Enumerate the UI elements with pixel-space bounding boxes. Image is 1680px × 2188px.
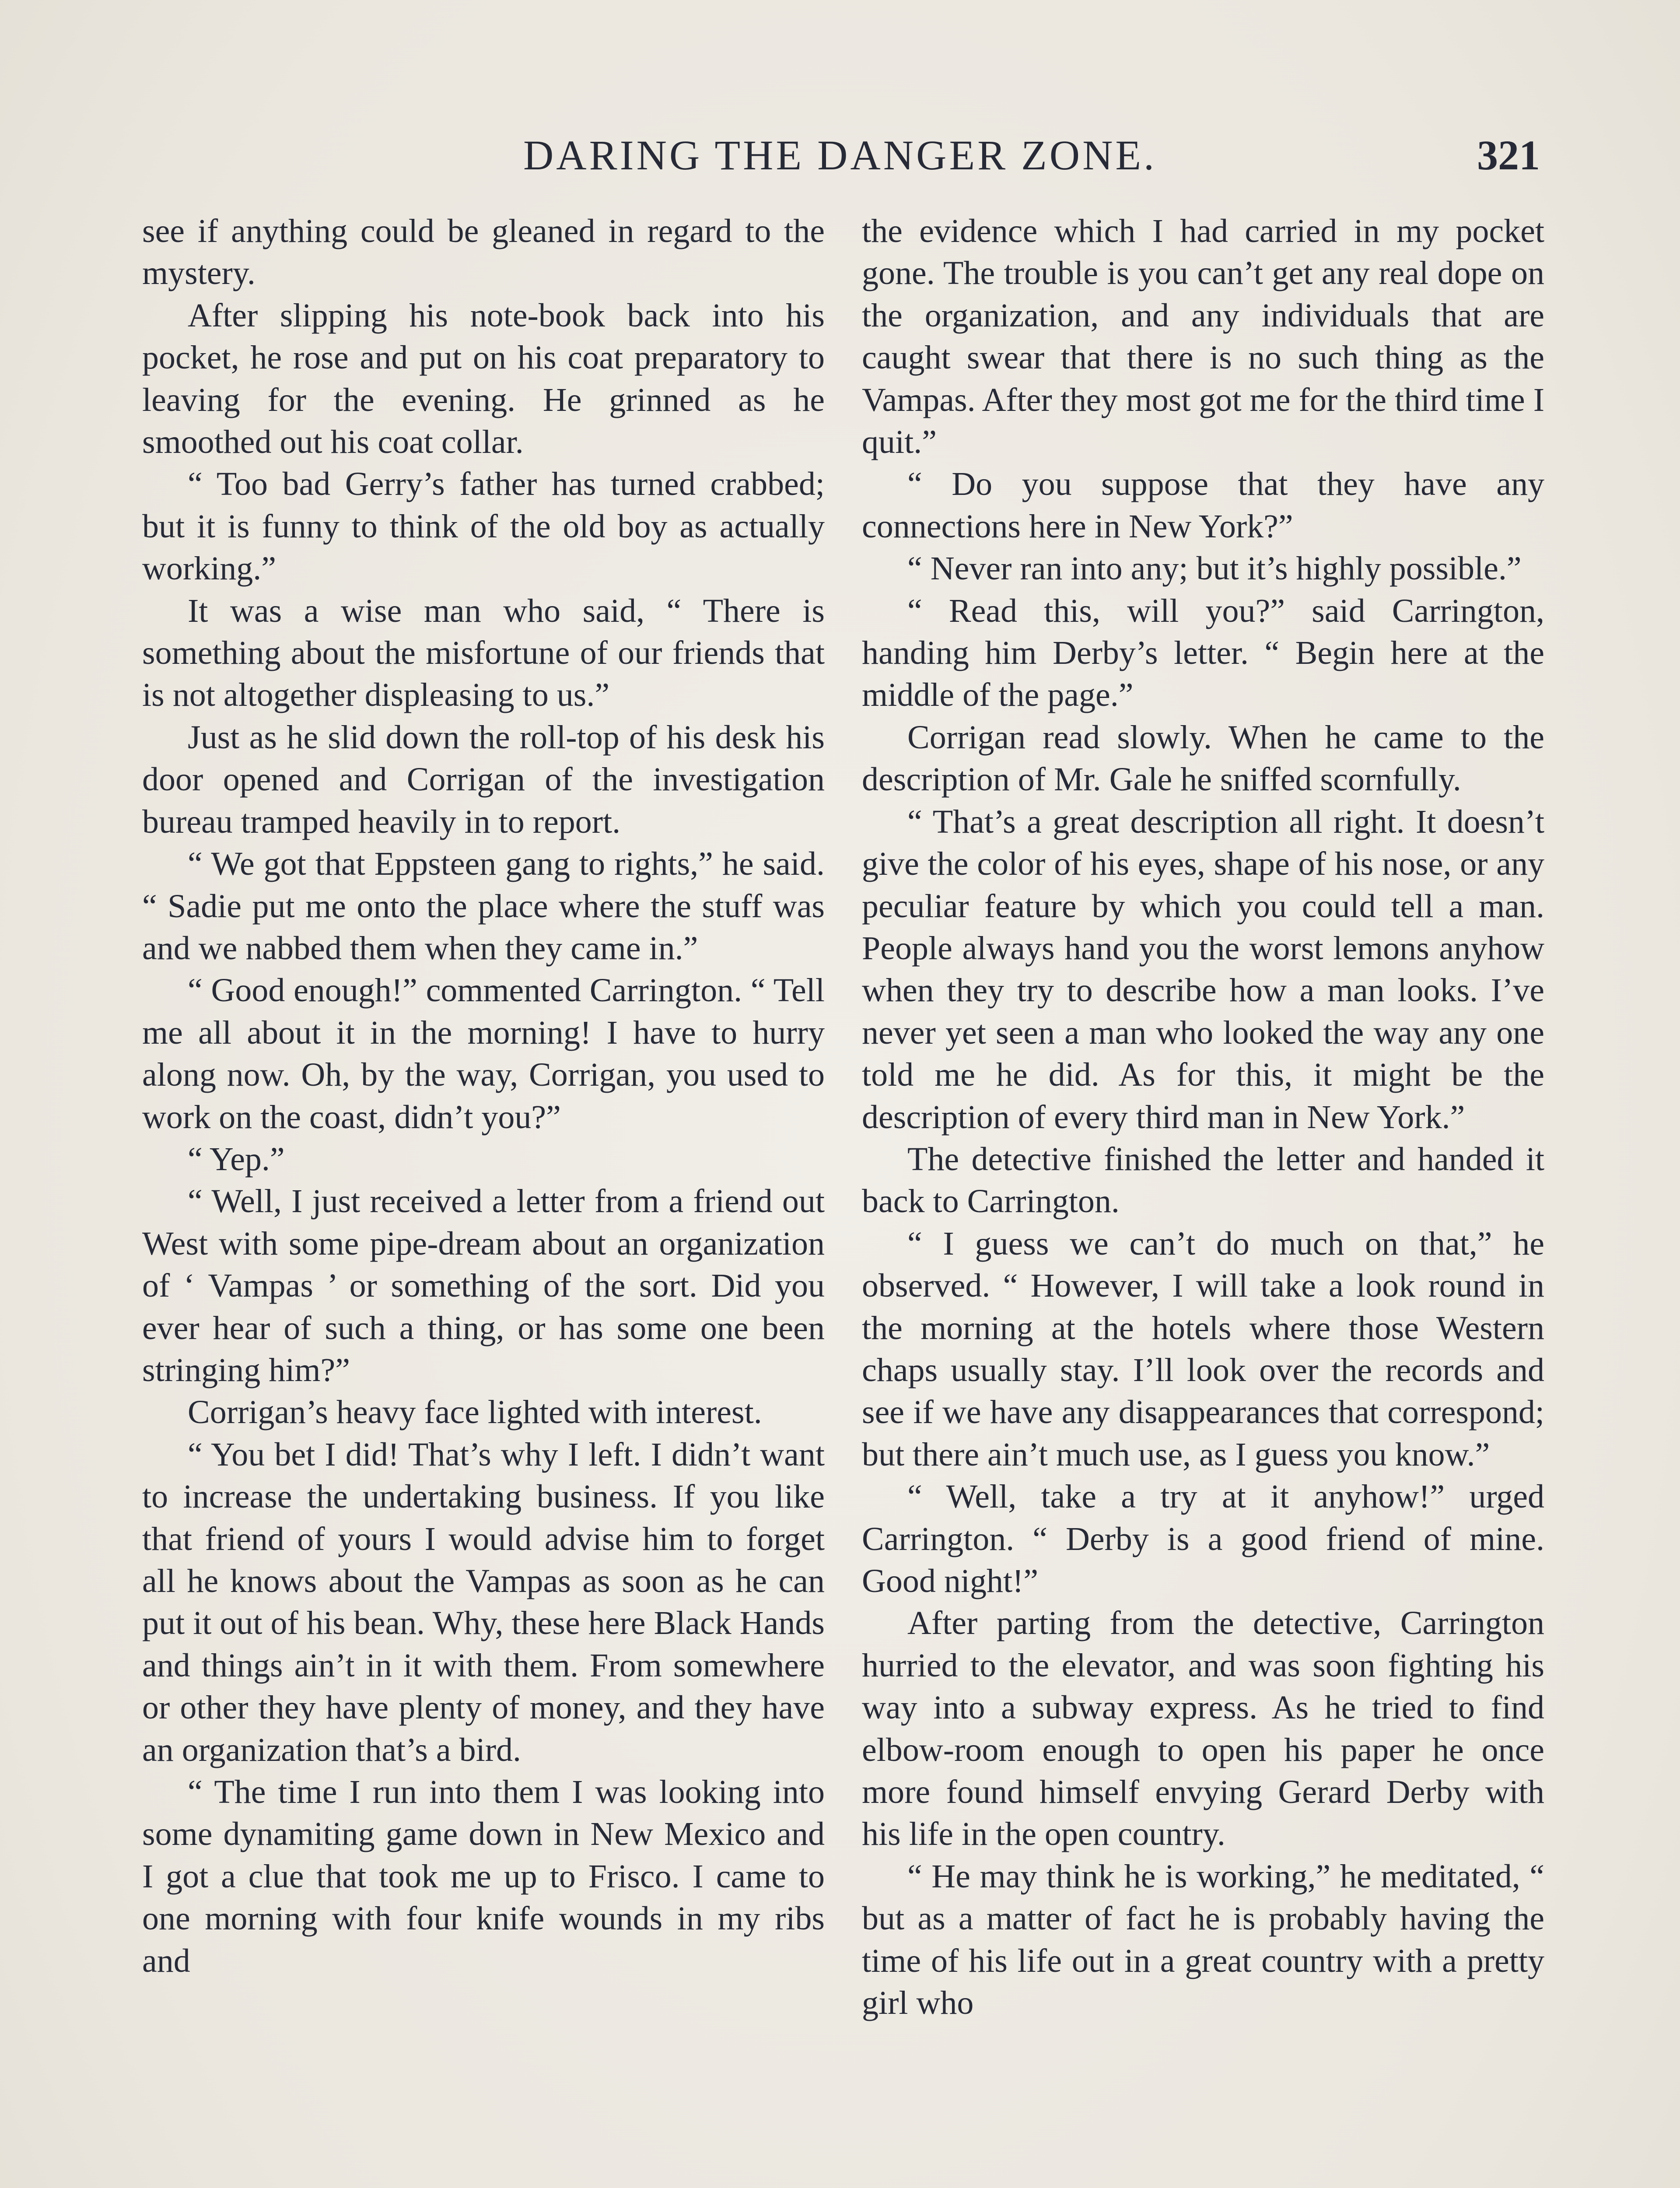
right-column [862, 210, 1544, 2024]
paragraph: “ Yep.” [188, 1140, 285, 1178]
paragraph: “ Never ran into any; but it’s highly possible.” [907, 550, 1522, 587]
paragraph: “ Good enough!” commented Carrington. “ Tell me all about it in the morning! I have to hurry along now. Oh, by the way, Corrigan, you used to work on the coast, didn’t you?” [142, 972, 825, 1136]
page-number: 321 [1477, 132, 1540, 179]
paragraph: “ Well, take a try at it anyhow!” urged Carrington. “ Derby is a good friend of mine. Good night!” [862, 1478, 1544, 1599]
running-head [140, 127, 1540, 184]
paragraph: Just as he slid down the roll-top of his desk his door opened and Corrigan of the investigation bureau tramped heavily in to report. [142, 719, 825, 840]
paragraph: “ Read this, will you?” said Carrington, handing him Derby’s letter. “ Begin here at the middle of the page.” [862, 592, 1544, 714]
paragraph: “ Too bad Gerry’s father has turned crabbed; but it is funny to think of the old boy as actually working.” [142, 466, 825, 587]
paragraph: “ He may think he is working,” he meditated, “ but as a matter of fact he is probably having the time of his life out in a great country with a pretty girl who [862, 1858, 1544, 2022]
paragraph: It was a wise man who said, “ There is something about the misfortune of our friends that is not altogether displeasing to us.” [142, 592, 825, 714]
paragraph: Corrigan read slowly. When he came to the description of Mr. Gale he sniffed scornfully. [862, 719, 1544, 798]
paragraph: the evidence which I had carried in my pocket gone. The trouble is you can’t get any real dope on the organization, and any individuals that are caught swear that there is no such thing as the Vampas. After they most got me for the third time I quit.” [862, 213, 1544, 461]
paragraph: Corrigan’s heavy face lighted with interest. [188, 1394, 762, 1431]
paragraph: After slipping his note-book back into his pocket, he rose and put on his coat preparatory to leaving for the evening. He grinned as he smoothed out his coat collar. [142, 297, 825, 461]
left-column [142, 210, 825, 1982]
paragraph: After parting from the detective, Carrington hurried to the elevator, and was soon fighting his way into a subway express. As he tried to find elbow-room enough to open his paper he once more found himself envying Gerard Derby with his life in the open country. [862, 1605, 1544, 1853]
paragraph: “ You bet I did! That’s why I left. I didn’t want to increase the undertaking business. If you like that friend of yours I would advise him to forget all he knows about the Vampas as soon as he can put it out of his bean. Why, these here Black Hands and things ain’t in it with them. From somewhere or other they have plenty of money, and they have an organization that’s a bird. [142, 1436, 825, 1768]
paragraph: “ Do you suppose that they have any connections here in New York?” [862, 466, 1544, 545]
paragraph: “ That’s a great description all right. It doesn’t give the color of his eyes, shape of his nose, or any peculiar feature by which you could tell a man. People always hand you the worst lemons anyhow when they try to describe how a man looks. I’ve never yet seen a man who looked the way any one told me he did. As for this, it might be the description of every third man in New York.” [862, 803, 1544, 1136]
running-title: DARING THE DANGER ZONE. [523, 132, 1157, 179]
paragraph: “ We got that Eppsteen gang to rights,” he said. “ Sadie put me onto the place where the stuff was and we nabbed them when they came in.” [142, 845, 825, 967]
paragraph: see if anything could be gleaned in regard to the mystery. [142, 213, 825, 292]
paragraph: “ The time I run into them I was looking into some dynamiting game down in New Mexico and I got a clue that took me up to Frisco. I came to one morning with four knife wounds in my ribs and [142, 1774, 825, 1979]
paragraph: “ I guess we can’t do much on that,” he observed. “ However, I will take a look round in the morning at the hotels where those Western chaps usually stay. I’ll look over the records and see if we have any disappearances that correspond; but there ain’t much use, as I guess you know.” [862, 1225, 1544, 1473]
paragraph: The detective finished the letter and handed it back to Carrington. [862, 1140, 1544, 1220]
paragraph: “ Well, I just received a letter from a friend out West with some pipe-dream about an organization of ‘ Vampas ’ or something of the sort. Did you ever hear of such a thing, or has some one been stringing him?” [142, 1183, 825, 1389]
